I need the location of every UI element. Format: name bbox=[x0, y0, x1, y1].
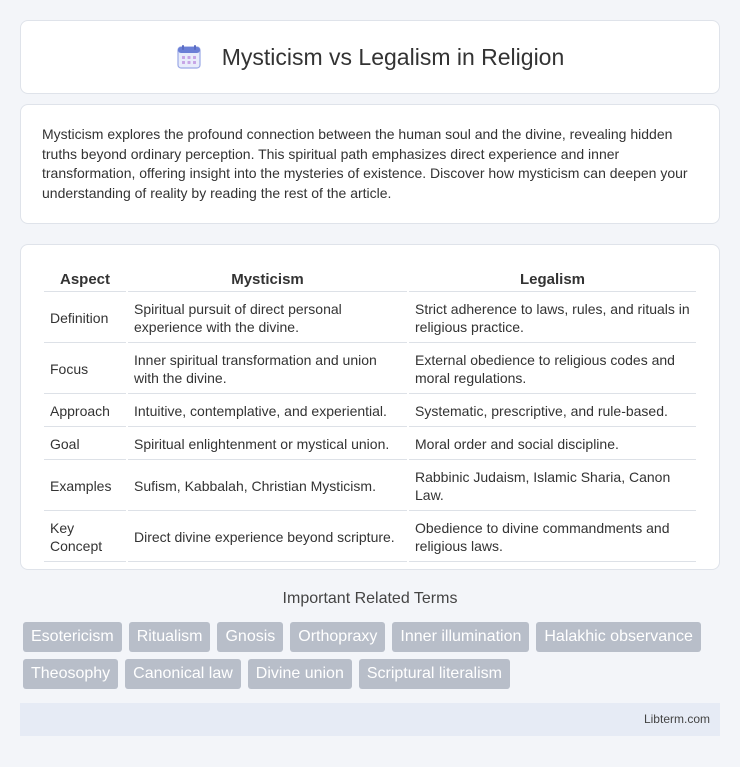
table-header-row bbox=[44, 267, 696, 292]
related-term-tag[interactable]: Inner illumination bbox=[392, 622, 529, 652]
related-term-tag[interactable]: Orthopraxy bbox=[290, 622, 385, 652]
mysticism-cell: Direct divine experience beyond scripture. bbox=[128, 513, 407, 562]
related-term-tag[interactable]: Theosophy bbox=[23, 659, 118, 689]
related-term-tag[interactable]: Gnosis bbox=[217, 622, 283, 652]
mysticism-cell: Sufism, Kabbalah, Christian Mysticism. bbox=[128, 462, 407, 511]
table-row bbox=[44, 396, 696, 427]
footer-site-link[interactable]: Libterm.com bbox=[643, 712, 710, 726]
intro-card bbox=[20, 104, 720, 224]
related-term-tag[interactable]: Divine union bbox=[248, 659, 352, 689]
page-title: Mysticism vs Legalism in Religion bbox=[221, 43, 565, 70]
table-row bbox=[44, 462, 696, 511]
column-header-aspect: Aspect bbox=[44, 267, 126, 292]
column-header-mysticism: Mysticism bbox=[128, 267, 407, 292]
related-terms-title: Important Related Terms bbox=[282, 590, 458, 607]
mysticism-cell: Intuitive, contemplative, and experiential. bbox=[128, 396, 407, 427]
legalism-cell: Obedience to divine commandments and religious laws. bbox=[409, 513, 696, 562]
comparison-table-card bbox=[20, 244, 720, 570]
related-term-tag[interactable]: Canonical law bbox=[125, 659, 241, 689]
related-term-tag[interactable]: Esotericism bbox=[23, 622, 122, 652]
table-row bbox=[44, 294, 696, 343]
aspect-cell: Key Concept bbox=[44, 513, 126, 562]
related-term-tag[interactable]: Ritualism bbox=[129, 622, 211, 652]
related-term-tag[interactable]: Halakhic observance bbox=[536, 622, 701, 652]
table-row bbox=[44, 429, 696, 460]
mysticism-cell: Spiritual enlightenment or mystical union. bbox=[128, 429, 407, 460]
table-row bbox=[44, 345, 696, 394]
legalism-cell: Moral order and social discipline. bbox=[409, 429, 696, 460]
aspect-cell: Examples bbox=[44, 462, 126, 511]
legalism-cell: Systematic, prescriptive, and rule-based. bbox=[409, 396, 696, 427]
column-header-legalism: Legalism bbox=[409, 267, 696, 292]
aspect-cell: Focus bbox=[44, 345, 126, 394]
related-term-tag[interactable]: Scriptural literalism bbox=[359, 659, 510, 689]
aspect-cell: Approach bbox=[44, 396, 126, 427]
comparison-table bbox=[42, 265, 698, 564]
legalism-cell: Rabbinic Judaism, Islamic Sharia, Canon Law. bbox=[409, 462, 696, 511]
mysticism-cell: Spiritual pursuit of direct personal experience with the divine. bbox=[128, 294, 407, 343]
title-card bbox=[20, 20, 720, 94]
table-row bbox=[44, 513, 696, 562]
mysticism-cell: Inner spiritual transformation and union with the divine. bbox=[128, 345, 407, 394]
legalism-cell: External obedience to religious codes and moral regulations. bbox=[409, 345, 696, 394]
calendar-icon bbox=[176, 44, 202, 70]
related-terms-list bbox=[23, 622, 713, 689]
intro-paragraph: Mysticism explores the profound connection between the human soul and the divine, revealing hidden truths beyond ordinary perception. This spiritual path emphasizes direct experience and inner transformation, offering insight into the mysteries of existence. Discover how mysticism can deepen your understanding of reality by reading the rest of the article. bbox=[42, 126, 688, 201]
legalism-cell: Strict adherence to laws, rules, and rituals in religious practice. bbox=[409, 294, 696, 343]
aspect-cell: Definition bbox=[44, 294, 126, 343]
aspect-cell: Goal bbox=[44, 429, 126, 460]
footer bbox=[20, 703, 720, 736]
